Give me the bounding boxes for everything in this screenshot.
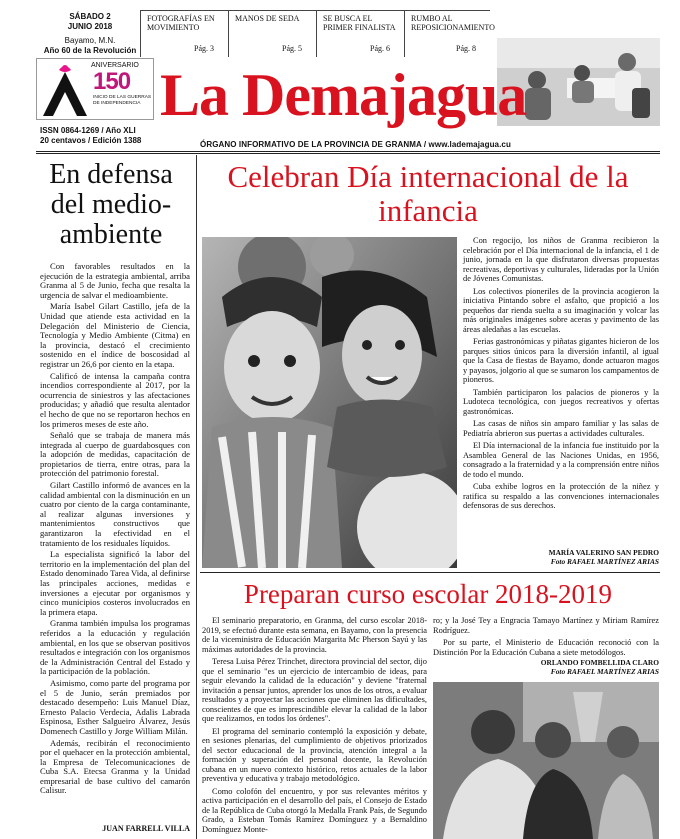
- teaser-title: SE BUSCA EL PRIMER FINALISTA: [323, 14, 396, 32]
- teaser-page: Pág. 6: [370, 44, 390, 53]
- school-headline[interactable]: Preparan curso escolar 2018-2019: [243, 579, 613, 609]
- anniversary-logo: [36, 58, 154, 120]
- teaser-rumbo[interactable]: [404, 11, 495, 57]
- teaser-page: Pág. 8: [456, 44, 476, 53]
- environment-body: [40, 262, 190, 798]
- main-paragraph: Los colectivos pioneriles de la provincia acogieron la iniciativa Pintando sobre el asfalto, que propició a los pequeños dar rienda suelta a su imaginación y volcar las más originales imágenes sobre aceras y pavimento de las áreas aledañas a las escuelas.: [463, 286, 659, 334]
- main-paragraph: El Día internacional de la infancia fue instituido por la Asamblea General de las Naciones Unidas, en 1956, consagrado a la fraternidad y a la comprensión entre niños de todo el mundo.: [463, 441, 659, 479]
- school-paragraph: Por su parte, el Ministerio de Educación reconoció con la Distinción Por la Educación Cubana a siete metodólogos.: [433, 638, 659, 657]
- issue-month: JUNIO 2018: [67, 21, 113, 31]
- main-paragraph: Ferias gastronómicas y piñatas gigantes hicieron de los parques sitios únicos para la diversión infantil, al igual que la Casa de fiestas de Bayamo, donde actuaron magos y payasos, jolgorio al que se sumaron los campamentos de pioneros.: [463, 337, 659, 384]
- column-divider: [196, 155, 197, 839]
- environment-paragraph: Gilart Castillo informó de avances en la calidad ambiental con la disminución en un cuatro por ciento de la carga contaminante, al realizar algunas inversiones y mantenimientos constructivos que garantizaron la efectividad en el tratamiento de los residuales líquidos.: [40, 480, 190, 548]
- main-story-body: [463, 236, 659, 514]
- teaser-page: Pág. 3: [194, 44, 214, 53]
- anniversary-number: 150: [93, 68, 131, 95]
- school-photo-credit: Foto RAFAEL MARTÍNEZ ARIAS: [550, 667, 659, 676]
- date-box: [40, 12, 140, 55]
- teaser-title: RUMBO AL REPOSICIONAMIENTO: [411, 14, 495, 32]
- teaser-title: FOTOGRAFÍAS EN MOVIMIENTO: [147, 14, 215, 32]
- school-column-2: [433, 616, 659, 660]
- teaser-strip: [140, 10, 495, 57]
- environment-paragraph: Calificó de intensa la campaña contra incendios correspondiente al 2017, por la ocurrencia de siniestros y las afectaciones producidas; y añadió que resulta alentador el hecho de que no se reportaron hechos en los primeros meses de este año.: [40, 370, 190, 429]
- seminar-award-image: [433, 682, 659, 839]
- main-photo: [202, 237, 457, 568]
- environment-paragraph: Granma también impulsa los programas referidos a la educación y regulación ambiental, en los que se observan positivos resultados e integración con los organismos de la Administración Central del Estado y la participación de la población.: [40, 618, 190, 677]
- school-paragraph: Teresa Luisa Pérez Trinchet, directora provincial del sector, dijo que el seminario "es un ejercicio de intercambio de ideas, para seguir elevando la calidad de la educación" y deviene "fraternal invitación a pensar juntos, aprender los unos de los otros, a evaluar resultados y a proyectar las acciones que eliminen las dificultades, conscientes de que es imprescindible elevar la calidad de la labor que realizamos, en todos los órdenes".: [202, 657, 427, 723]
- environment-paragraph: Con favorables resultados en la ejecución de la estrategia ambiental, arriba Granma al 5 de Junio, fecha que resalta la urgencia de salvar el medioambiente.: [40, 261, 190, 300]
- anniversary-emblem-icon: [39, 60, 91, 120]
- teaser-manos[interactable]: [228, 11, 316, 57]
- issn-number: ISSN 0864-1269 / Año XLI: [40, 126, 136, 135]
- children-celebration-image: [202, 237, 457, 568]
- environment-paragraph: Señaló que se trabaja de manera más integrada al cuerpo de guardabosques con la adopción de medidas, capacitación de propietarios de tierra, entre otras, para la protección del patrimonio forestal.: [40, 430, 190, 479]
- masthead-rule-2: [36, 153, 660, 154]
- main-paragraph: También participaron los palacios de pioneros y la Ludoteca tecnológica, con juegos recreativos y ofertas gastronómicas.: [463, 387, 659, 416]
- environment-paragraph: La especialista significó la labor del territorio en la implementación del plan del Estado denominado Tarea Vida, al definirse las principales acciones, medidas e inversiones a ejecutar por organismos y cinco municipios costeros involucrados en la primera etapa.: [40, 549, 190, 617]
- anniversary-text: INICIO DE LAS GUERRAS DE INDEPENDENCIA: [93, 95, 152, 106]
- teaser-title: MANOS DE SEDA: [235, 14, 300, 23]
- school-paragraph: ro; y la José Tey a Engracia Tamayo Martínez y Miriam Ramírez Rodríguez.: [433, 616, 659, 635]
- main-paragraph: Con regocijo, los niños de Granma recibieron la celebración por el Día internacional de la infancia, el 1 de junio, jornada en la que disfrutaron diversas propuestas recreativas, deportivas y culturales, lideradas por la Unión de Jóvenes Comunistas.: [463, 236, 659, 283]
- masthead-tagline: ÓRGANO INFORMATIVO DE LA PROVINCIA DE GRANMA / www.lademajagua.cu: [200, 140, 511, 149]
- school-paragraph: El programa del seminario contempló la exposición y debate, en sesiones plenarias, del cumplimiento de objetivos priorizados del sector educacional de la provincia, atención integral a la formación y superación del personal docente, la Revolución cubana en un nuevo contexto histórico, retos actuales de la labor preventiva y educativa y trabajo metodológico.: [202, 726, 427, 783]
- environment-author: JUAN FARRELL VILLA: [102, 824, 190, 833]
- environment-paragraph: Además, recibirán el reconocimiento por el quehacer en la protección ambiental, la Empresa de Telecomunicaciones de Cuba S.A. Etecsa Granma y la Unidad empresarial de base cultivo del camarón Calisur.: [40, 737, 190, 796]
- environment-paragraph: María Isabel Gilart Castillo, jefa de la Unidad que atiende esta actividad en la Delegación del Ministerio de Ciencia, Tecnología y Medio Ambiente (Citma) en la provincia, destacó el crecimiento sostenido en el índice de boscosidad al registrar un 26,6 por ciento en la etapa.: [40, 301, 190, 369]
- school-author: ORLANDO FOMBELLIDA CLARO: [540, 658, 659, 667]
- masthead-title[interactable]: La Demajagua: [160, 62, 527, 128]
- school-paragraph: Como colofón del encuentro, y por sus relevantes méritos y activa participación en el desarrollo del país, el Consejo de Estado de la República de Cuba otorgó la Medalla Frank País, de Segundo Grado, a Esteban Tomás Ramírez Domínguez y a Bernaldino Domínguez Monte-: [202, 786, 427, 834]
- environment-paragraph: Asimismo, como parte del programa por el 5 de Junio, serán premiados por destacado desempeño: Luis Manuel Díaz, Ernesto Palacio Verdecia, Adalis Labrada Espinosa, Esther Salgueiro Álvarez, Jesús Domenech Castillo y Jorge William Milán.: [40, 677, 190, 736]
- main-headline[interactable]: Celebran Día internacional de la infancia: [227, 159, 629, 228]
- school-photo: [433, 682, 659, 839]
- issue-year: Año 60 de la Revolución: [43, 45, 137, 55]
- issue-price: 20 centavos / Edición 1388: [40, 135, 142, 145]
- masthead-rule: [36, 151, 660, 152]
- main-photo-credit: Foto RAFAEL MARTÍNEZ ARIAS: [550, 557, 659, 566]
- story-divider: [200, 572, 660, 573]
- main-paragraph: Cuba exhibe logros en la protección de la niñez y ratifica su respaldo a las convenciones internacionales defensoras de sus derechos.: [463, 482, 659, 510]
- school-byline: [433, 658, 659, 676]
- environment-headline[interactable]: En defensa del medio-ambiente: [49, 159, 173, 250]
- school-paragraph: El seminario preparatorio, en Granma, del curso escolar 2018-2019, se efectuó durante esta semana, en Bayamo, con la presencia de la viceministra de Educación Margarita Mc Pherson Sayú y las máximas autoridades de la provincia.: [202, 616, 427, 654]
- main-byline: [463, 548, 659, 566]
- issue-day: SÁBADO 2: [69, 12, 111, 21]
- teaser-fotografias[interactable]: [140, 11, 228, 57]
- school-column-1: [202, 616, 427, 837]
- teaser-finalista[interactable]: [316, 11, 404, 57]
- issn-block: [40, 126, 141, 145]
- main-author: MARÍA VALERINO SAN PEDRO: [548, 548, 659, 557]
- teaser-page: Pág. 5: [282, 44, 302, 53]
- issue-location: Bayamo, M.N.: [64, 36, 116, 45]
- anniversary-label: ANIVERSARIO: [91, 62, 139, 69]
- main-paragraph: Las casas de niños sin amparo familiar y las salas de Pediatría abrieron sus puertas a actividades culturales.: [463, 419, 659, 438]
